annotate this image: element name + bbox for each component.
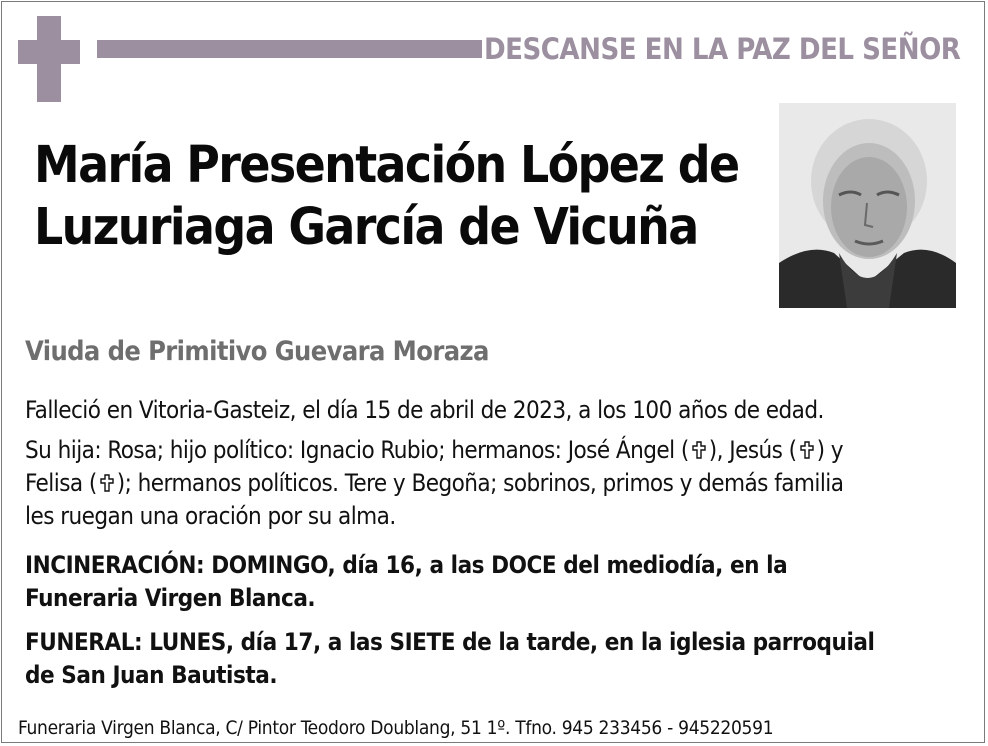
family-text: ), Jesús ( (708, 436, 797, 464)
funeral-home-footer: Funeraria Virgen Blanca, C/ Pintor Teodoro Doublang, 51 1º. Tfno. 945 233456 - 945220591 (18, 717, 774, 739)
family-text: ); hermanos políticos. Tere y Begoña; sobrinos, primos y demás familia (116, 469, 844, 497)
funeral-notice (25, 626, 970, 692)
widow-of-line: Viuda de Primitivo Guevara Moraza (25, 336, 489, 367)
cremation-line-2: Funeraria Virgen Blanca. (25, 584, 316, 612)
deceased-name-line2: Luzuriaga García de Vicuña (34, 198, 698, 257)
family-paragraph (25, 434, 970, 533)
family-line-1 (25, 434, 970, 467)
death-notice-text: Falleció en Vitoria-Gasteiz, el día 15 de abril de 2023, a los 100 años de edad. (25, 396, 824, 424)
cremation-line-1: INCINERACIÓN: DOMINGO, día 16, a las DOCE del mediodía, en la (25, 551, 788, 579)
cremation-notice (25, 549, 970, 615)
funeral-line-2: de San Juan Bautista. (25, 661, 278, 689)
family-text: ) y (816, 436, 843, 464)
deceased-name-line1: María Presentación López de (34, 136, 739, 195)
family-text: Su hija: Rosa; hijo político: Ignacio Rubio; hermanos: José Ángel ( (25, 436, 689, 464)
death-notice (25, 394, 970, 427)
memorial-cross-icon (689, 440, 709, 460)
family-text: Felisa ( (25, 469, 97, 497)
deceased-name (34, 135, 774, 259)
family-line-2 (25, 467, 970, 500)
header-divider-bar (97, 40, 482, 58)
memorial-cross-icon (97, 473, 117, 493)
family-line-3: les ruegan una oración por su alma. (25, 502, 396, 530)
funeral-line-1: FUNERAL: LUNES, día 17, a las SIETE de la tarde, en la iglesia parroquial (25, 628, 875, 656)
header-slogan: DESCANSE EN LA PAZ DEL SEÑOR (484, 32, 961, 66)
portrait-photo (779, 103, 956, 308)
memorial-cross-icon (797, 440, 817, 460)
